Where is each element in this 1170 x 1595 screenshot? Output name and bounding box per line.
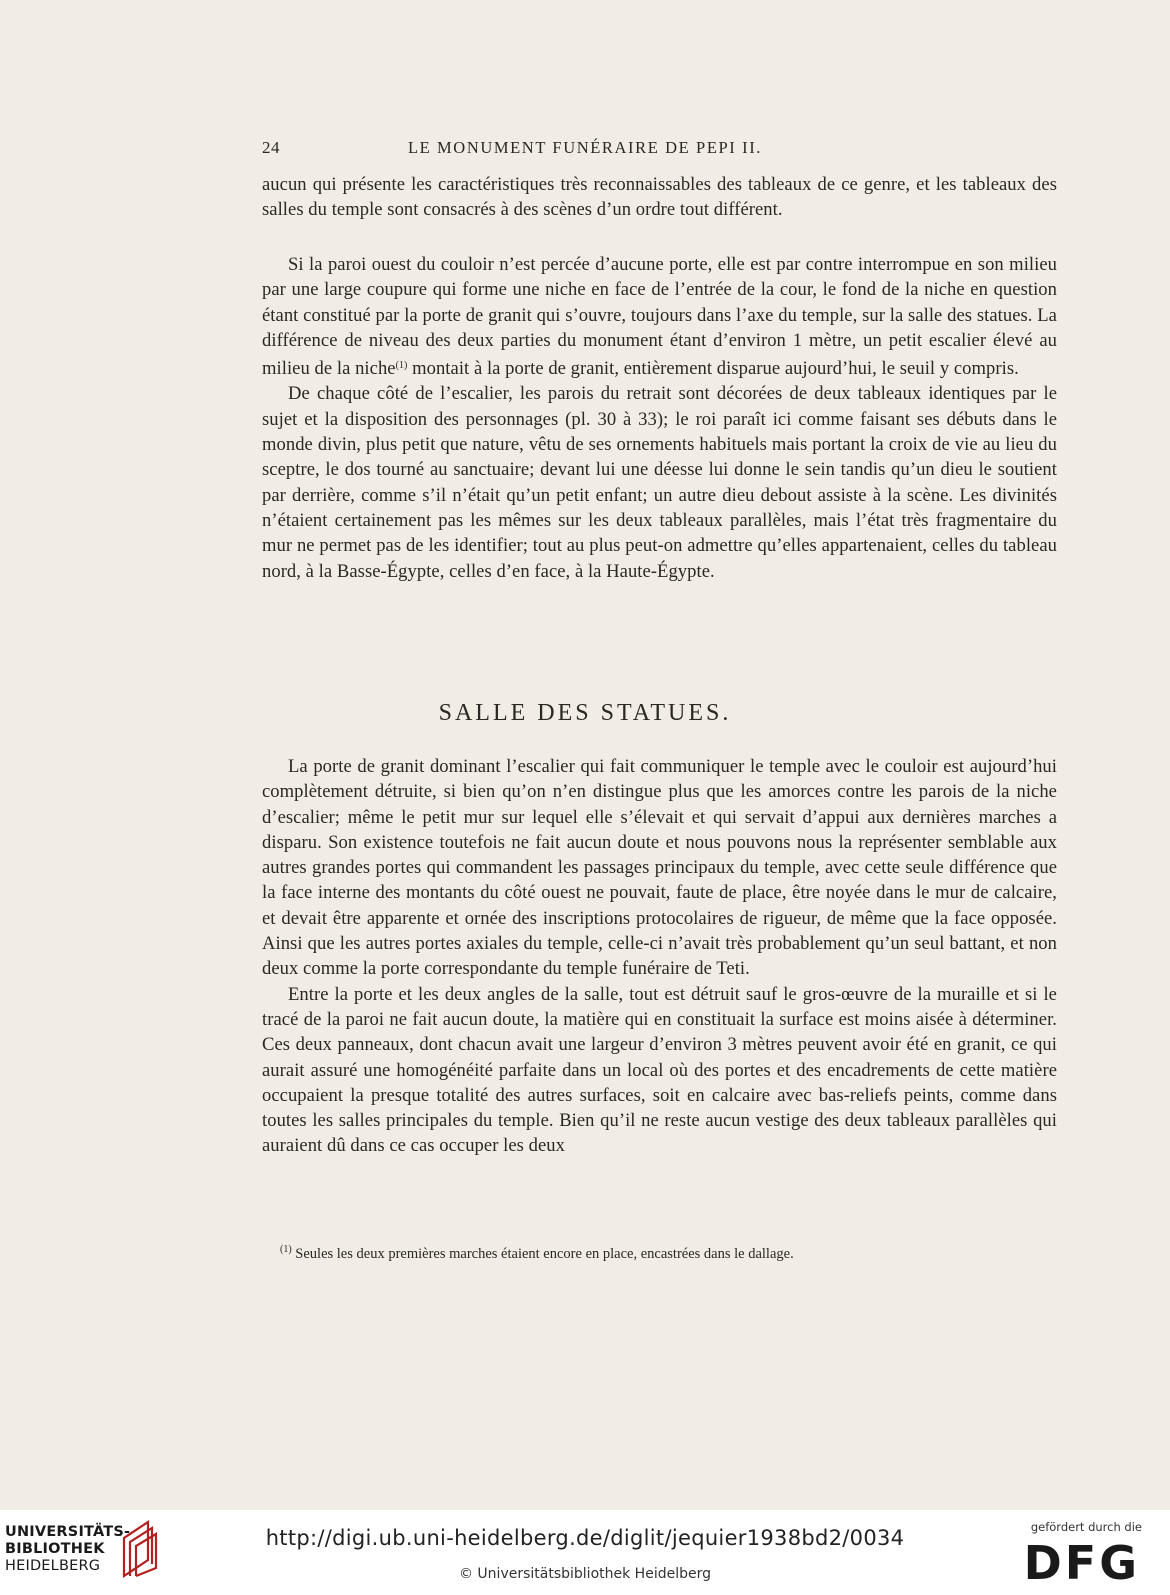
paragraph: De chaque côté de l’escalier, les parois du retrait sont décorées de deux tableaux identiques par le sujet et la disposition des personnages (pl. 30 à 33); le roi paraît ici comme faisant ses débuts dans le monde divin, plus petit que nature, vêtu de ses ornements habituels mais portant la croix de vie au lieu du sceptre, le dos tourné au sanctuaire; devant lui une déesse lui donne le sein tandis qu’un dieu le soutient par derrière, comme s’il n’était qu’un petit enfant; un autre dieu debout assiste à la scène. Les divinités n’étaient certainement pas les mêmes sur les deux tableaux parallèles, mais l’état très fragmentaire du mur ne permet pas de les identifier; tout au plus peut-on admettre qu’elles appartenaient, celles du tableau nord, à la Basse-Égypte, celles d’en face, à la Haute-Égypte. <box>262 383 1057 582</box>
copyright-notice: © Universitätsbibliothek Heidelberg <box>458 1566 711 1582</box>
permalink-url[interactable]: http://digi.ub.uni-heidelberg.de/diglit/jequier1938bd2/0034 <box>265 1526 905 1550</box>
footnote-reference[interactable]: (1) <box>395 360 408 372</box>
paragraph: aucun qui présente les caractéristiques très reconnaissables des tableaux de ce genre, et les tableaux des salles du temple sont consacrés à des scènes d’un ordre tout différent. <box>262 174 1057 221</box>
footnote-text: Seules les deux premières marches étaient encore en place, encastrées dans le dallage. <box>291 1246 794 1262</box>
text-block-statues <box>262 754 1057 1159</box>
library-name-line: UNIVERSITÄTS- <box>5 1524 131 1540</box>
library-name-line: HEIDELBERG <box>5 1558 101 1574</box>
paragraph-text: Si la paroi ouest du couloir n’est percée d’aucune porte, elle est par contre interrompue en son milieu par une large coupure qui forme une niche en face de l’entrée de la cour, le fond de la niche en question étant constitué par la porte de granit qui s’ouvre, toujours dans l’axe du temple, sur la salle des statues. La différence de niveau des deux parties du monument étant d’environ 1 mètre, un petit escalier élevé au milieu de la niche <box>262 254 1057 380</box>
page-number: 24 <box>262 138 280 157</box>
dfg-logo[interactable]: DFG <box>1023 1536 1140 1590</box>
funded-by-label: gefördert durch die <box>1030 1520 1142 1534</box>
footnote <box>280 1240 1060 1264</box>
library-name-line: BIBLIOTHEK <box>5 1541 105 1557</box>
paragraph <box>262 252 1057 381</box>
viewer-footer <box>0 1510 1170 1595</box>
footnote-mark: (1) <box>280 1244 292 1255</box>
paragraph: La porte de granit dominant l’escalier qui fait communiquer le temple avec le couloir est aujourd’hui complètement détruite, si bien qu’on n’en distingue plus que les amorces contre les parois de la niche d’escalier; même le petit mur sur lequel elle s’élevait et qui servait d’appui aux dernières marches a disparu. Son existence toutefois ne fait aucun doute et nous pouvons nous la représenter semblable aux autres grandes portes qui commandent les passages principaux du temple, avec cette seule différence que la face interne des montants du côté ouest ne pouvait, faute de place, être noyée dans le mur de calcaire, et devait être apparente et ornée des inscriptions protocolaires de rigueur, de même que la face opposée. Ainsi que les autres portes axiales du temple, celle-ci n’avait très probablement qu’un seul battant, et non deux comme la porte correspondante du temple funéraire de Teti. <box>262 756 1057 980</box>
section-heading: SALLE DES STATUES. <box>438 700 732 726</box>
paragraph-text: montait à la porte de granit, entièrement disparue aujourd’hui, le seuil y compris. <box>407 358 1019 380</box>
running-head: LE MONUMENT FUNÉRAIRE DE PEPI II. <box>407 138 763 157</box>
paragraph: Entre la porte et les deux angles de la salle, tout est détruit sauf le gros-œuvre de la muraille et si le tracé de la paroi ne fait aucun doute, la matière qui en constituait la surface est moins aisée à déterminer. Ces deux panneaux, dont chacun avait une largeur d’environ 3 mètres peuvent avoir été en granit, ce qui aurait assuré une homogénéité parfaite dans un local où des portes et des encadrements de cette matière occupaient la presque totalité des autres surfaces, soit en calcaire avec bas-reliefs peints, comme dans toutes les salles principales du temple. Bien qu’il ne reste aucun vestige des deux tableaux parallèles qui auraient dû dans ce cas occuper les deux <box>262 983 1057 1157</box>
text-block-niche <box>262 252 1057 584</box>
text-block-top <box>262 172 1057 223</box>
